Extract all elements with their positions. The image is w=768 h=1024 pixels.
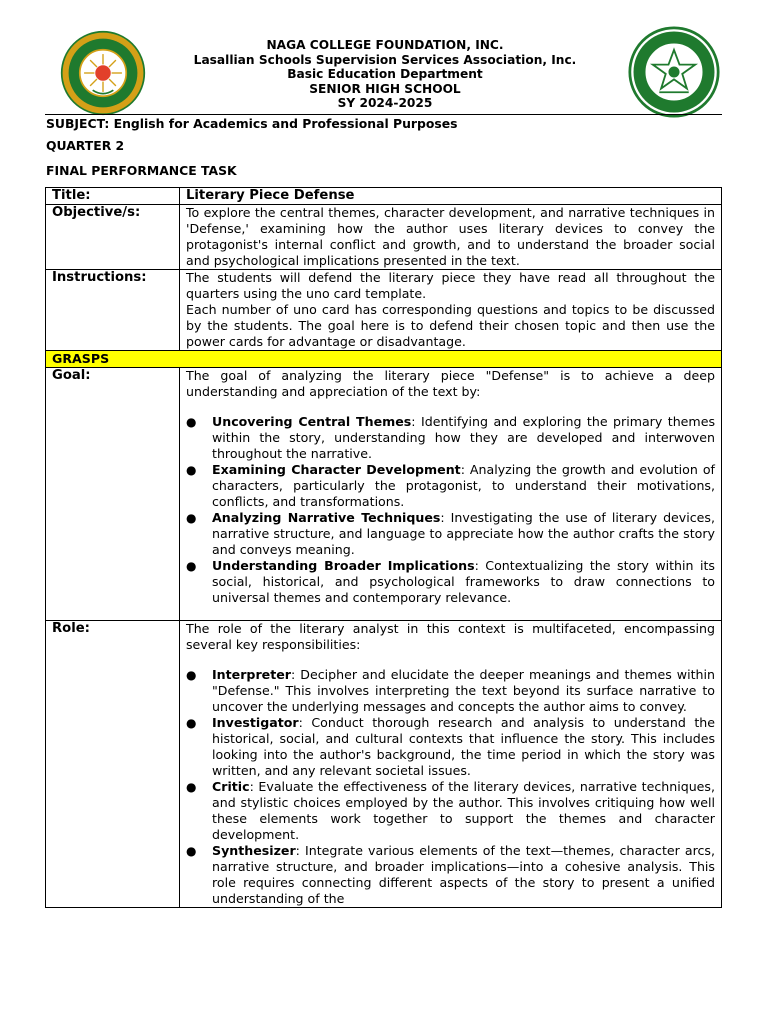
objective-row <box>46 205 722 270</box>
role-row <box>46 621 722 908</box>
goal-item <box>212 462 715 510</box>
role-item <box>212 667 715 715</box>
school-name: NAGA COLLEGE FOUNDATION, INC. <box>266 38 504 52</box>
goal-term: Understanding Broader Implications <box>212 558 475 573</box>
goal-intro: The goal of analyzing the literary piece "Defense" is to achieve a deep understanding and appreciation of the text by: <box>186 368 715 399</box>
instructions-paragraph: The students will defend the literary piece they have read all throughout the quarters using the uno card template. <box>186 270 715 301</box>
lassa-seal-icon <box>628 26 720 118</box>
role-item <box>212 779 715 843</box>
school-year: SY 2024-2025 <box>337 96 433 111</box>
role-term: Investigator <box>212 715 299 730</box>
document-header <box>60 30 720 114</box>
role-intro: The role of the literary analyst in this context is multifaceted, encompassing several key responsibilities: <box>186 621 715 652</box>
performance-task-table <box>45 187 722 908</box>
role-text: : Conduct thorough research and analysis to understand the historical, social, and cultural contexts that influence the story. This includes looking into the author's background, the time period in which the story was written, and any relevant societal issues. <box>212 715 715 778</box>
instructions-row <box>46 270 722 351</box>
department-name: Basic Education Department <box>287 67 483 82</box>
school-header-text <box>160 38 610 111</box>
division-name: SENIOR HIGH SCHOOL <box>309 81 461 96</box>
role-text: : Evaluate the effectiveness of the literary devices, narrative techniques, and stylistic choices employed by the author. This involves critiquing how well these elements work together to support the themes and character development. <box>212 779 715 842</box>
grasps-heading: GRASPS <box>46 351 722 368</box>
goal-row <box>46 368 722 621</box>
instructions-paragraph: Each number of uno card has corresponding questions and topics to be discussed by the students. The goal here is to defend their chosen topic and then use the power cards for advantage or disadvantage. <box>186 302 715 349</box>
goal-text: : Investigating the use of literary devices, narrative structure, and language to appreciate how the author crafts the story and conveys meaning. <box>212 510 715 557</box>
goal-value <box>180 368 722 621</box>
goal-list <box>186 414 715 606</box>
title-row <box>46 188 722 205</box>
grasps-row <box>46 351 722 368</box>
goal-term: Analyzing Narrative Techniques <box>212 510 441 525</box>
role-text: : Integrate various elements of the text—themes, character arcs, narrative structure, and broader implications—into a cohesive analysis. This role requires connecting different aspects of the story to present a unified understanding of the <box>212 843 715 906</box>
task-heading: FINAL PERFORMANCE TASK <box>46 163 237 178</box>
goal-label: Goal: <box>46 368 180 621</box>
subject-line: SUBJECT: English for Academics and Professional Purposes <box>46 116 458 131</box>
goal-item <box>212 558 715 606</box>
role-label: Role: <box>46 621 180 908</box>
goal-text: : Identifying and exploring the primary themes within the story, understanding how they are developed and interwoven throughout the narrative. <box>212 414 716 461</box>
objective-value: To explore the central themes, character development, and narrative techniques in 'Defense,' examining how the author uses literary devices to convey the protagonist's internal conflict and growth, and to understand the broader social and psychological implications presented in the text. <box>180 205 722 270</box>
goal-item <box>212 510 715 558</box>
role-term: Interpreter <box>212 667 291 682</box>
goal-text: : Analyzing the growth and evolution of characters, particularly the protagonist, to understand their motivations, conflicts, and transformations. <box>212 462 715 509</box>
role-term: Critic <box>212 779 250 794</box>
role-text: : Decipher and elucidate the deeper meanings and themes within "Defense." This involves interpreting the text beyond its surface narrative to uncover the underlying messages and concepts the author aims to convey. <box>212 667 715 714</box>
goal-term: Uncovering Central Themes <box>212 414 412 429</box>
goal-text: : Contextualizing the story within its social, historical, and psychological frameworks to draw connections to universal themes and contemporary relevance. <box>212 558 715 605</box>
instructions-value <box>180 270 722 351</box>
title-value: Literary Piece Defense <box>180 188 722 205</box>
quarter-line: QUARTER 2 <box>46 138 125 153</box>
ncf-seal-icon <box>60 30 146 116</box>
goal-term: Examining Character Development <box>212 462 461 477</box>
objective-label: Objective/s: <box>46 205 180 270</box>
role-item <box>212 715 715 779</box>
header-divider <box>45 114 722 115</box>
role-term: Synthesizer <box>212 843 296 858</box>
association-name: Lasallian Schools Supervision Services Association, Inc. <box>193 52 577 67</box>
role-item <box>212 843 715 907</box>
role-value <box>180 621 722 908</box>
instructions-label: Instructions: <box>46 270 180 351</box>
title-label: Title: <box>46 188 180 205</box>
role-list <box>186 667 715 907</box>
goal-item <box>212 414 715 462</box>
